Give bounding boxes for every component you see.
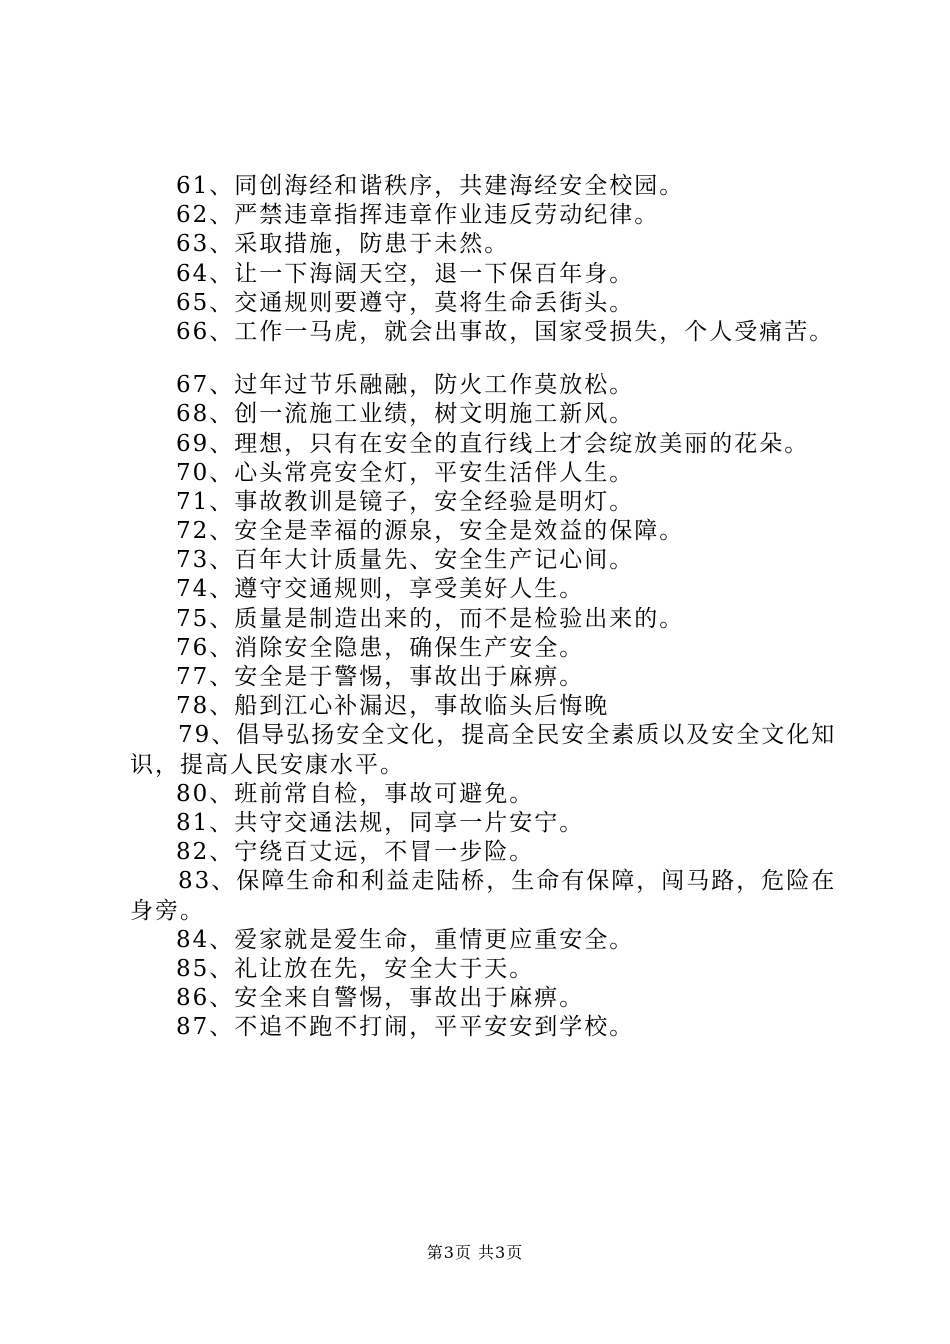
list-item: 65、交通规则要遵守，莫将生命丢街头。 [176, 289, 635, 316]
list-item: 85、礼让放在先，安全大于天。 [176, 955, 535, 982]
list-item: 69、理想，只有在安全的直行线上才会绽放美丽的花朵。 [176, 430, 810, 457]
list-item: 71、事故教训是镜子，安全经验是明灯。 [176, 488, 635, 515]
list-item: 86、安全来自警惕，事故出于麻痹。 [176, 985, 585, 1012]
list-item: 66、工作一马虎，就会出事故，国家受损失，个人受痛苦。 [176, 318, 835, 345]
list-item: 74、遵守交通规则，享受美好人生。 [176, 576, 585, 603]
list-item: 63、采取措施，防患于未然。 [176, 231, 510, 258]
slogan-list [130, 172, 850, 1043]
list-item: 76、消除安全隐患，确保生产安全。 [176, 634, 585, 661]
list-item: 75、质量是制造出来的，而不是检验出来的。 [176, 605, 685, 632]
list-item: 87、不追不跑不打闹，平平安安到学校。 [176, 1014, 635, 1041]
page-footer: 第3页 共3页 [426, 1243, 524, 1262]
paragraph-gap [130, 347, 850, 371]
list-item: 62、严禁违章指挥违章作业违反劳动纪律。 [176, 202, 660, 229]
list-item: 72、安全是幸福的源泉，安全是效益的保障。 [176, 518, 685, 545]
list-item: 83、保障生命和利益走陆桥，生命有保障，闯马路，危险在身旁。 [130, 868, 837, 924]
list-item: 78、船到江心补漏迟，事故临头后悔晚 [176, 693, 610, 720]
list-item: 61、同创海经和谐秩序，共建海经安全校园。 [176, 173, 685, 199]
list-item: 70、心头常亮安全灯，平安生活伴人生。 [176, 459, 635, 486]
list-item: 64、让一下海阔天空，退一下保百年身。 [176, 260, 635, 287]
list-item: 73、百年大计质量先、安全生产记心间。 [176, 547, 635, 574]
list-item: 79、倡导弘扬安全文化，提高全民安全素质以及安全文化知识，提高人民安康水平。 [130, 722, 837, 778]
list-item: 67、过年过节乐融融，防火工作莫放松。 [176, 372, 635, 399]
list-item: 82、宁绕百丈远，不冒一步险。 [176, 839, 535, 866]
list-item: 68、创一流施工业绩，树文明施工新风。 [176, 401, 635, 428]
list-item: 81、共守交通法规，同享一片安宁。 [176, 809, 585, 836]
list-item: 80、班前常自检，事故可避免。 [176, 780, 535, 807]
list-item: 77、安全是于警惕，事故出于麻痹。 [176, 664, 585, 690]
list-item: 84、爱家就是爱生命，重情更应重安全。 [176, 926, 635, 953]
